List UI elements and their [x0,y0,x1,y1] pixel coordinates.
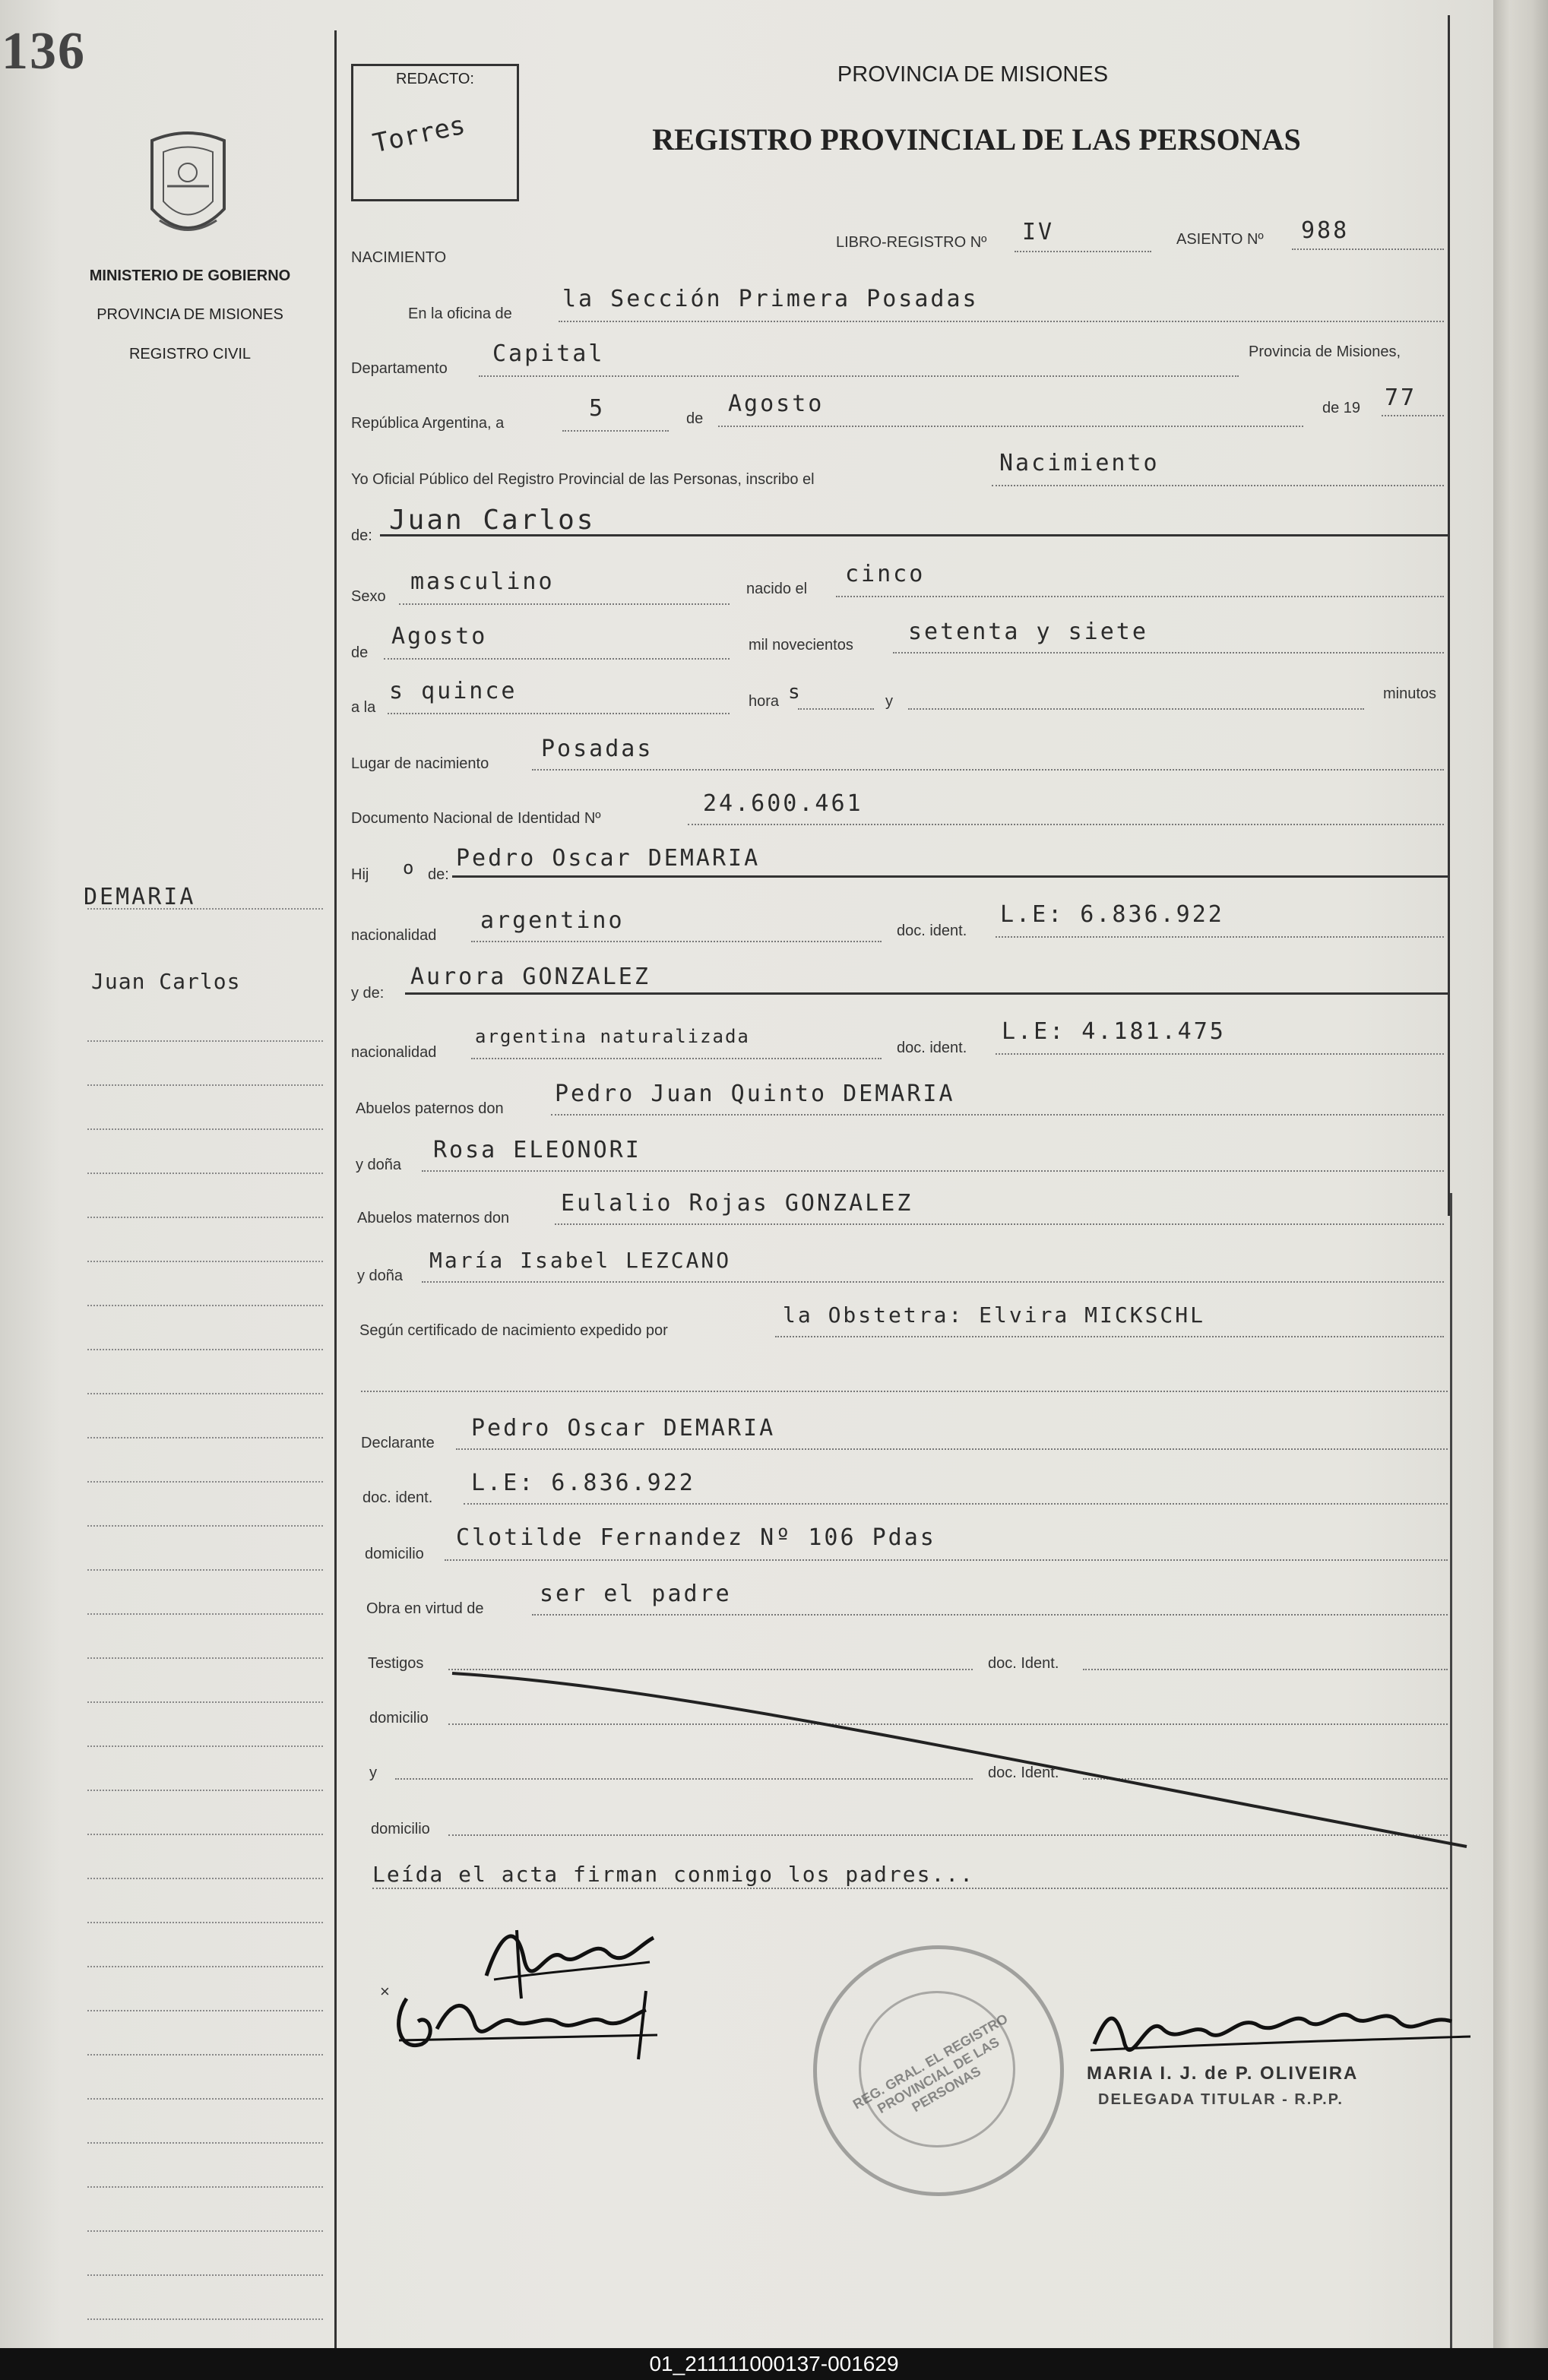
lugar-label: Lugar de nacimiento [351,755,489,772]
madre-nacionalidad-label: nacionalidad [351,1044,437,1061]
left-rule [334,30,337,2348]
hijo-label: Hij [351,866,369,883]
declarante-doc-label: doc. ident. [362,1489,433,1506]
ministry-province: PROVINCIA DE MISIONES [97,306,283,323]
obra-value: ser el padre [540,1581,732,1607]
officer-signature [1079,1991,1474,2075]
y-minutos-label: y [885,693,893,710]
header-title: REGISTRO PROVINCIAL DE LAS PERSONAS [652,122,1301,157]
nacido-label: nacido el [746,581,808,597]
abuela-materna-line [422,1281,1444,1283]
horas-label: hora [749,693,780,710]
domicilio-label: domicilio [365,1546,424,1562]
margin-given-names: Juan Carlos [91,969,241,994]
closing-text: Leída el acta firman conmigo los padres... [372,1862,975,1887]
margin-ruled-line [87,1040,323,1042]
anio-letras-line [893,652,1444,654]
padre-nacionalidad-value: argentino [480,907,625,934]
testigos-domicilio-label: domicilio [369,1710,429,1726]
nacimiento-label: NACIMIENTO [351,249,447,266]
abuelo-materno-line [555,1223,1444,1225]
padre-doc-value: L.E: 6.836.922 [1000,901,1224,928]
oficial-label: Yo Oficial Público del Registro Provincial de las Personas, inscribo el [351,471,815,488]
declarante-label: Declarante [361,1435,435,1451]
abuela-paterna-label: y doña [356,1157,402,1173]
dni-line [688,824,1444,825]
officer-name: MARIA I. J. de P. OLIVEIRA [1087,2063,1359,2084]
ministry-registry: REGISTRO CIVIL [128,346,252,362]
madre-label: y de: [351,985,385,1002]
ministry-name: MINISTERIO DE GOBIERNO [89,267,291,284]
margin-ruled-line [87,1701,323,1703]
dia-line [562,430,669,432]
mes-letras-de-label: de [351,644,369,661]
asiento-line [1292,248,1444,250]
madre-line [405,992,1448,995]
margin-ruled-line [87,1525,323,1527]
madre-doc-line [996,1053,1444,1055]
margin-ruled-line [87,1878,323,1879]
domicilio-value: Clotilde Fernandez Nº 106 Pdas [456,1524,936,1551]
abuelos-paternos-label: Abuelos paternos don [356,1100,504,1117]
obra-line [532,1614,1448,1616]
padre-nacionalidad-line [471,941,882,942]
margin-ruled-line [87,1261,323,1262]
horas-line [798,708,874,710]
madre-doc-label: doc. ident. [897,1040,967,1056]
sexo-label: Sexo [351,588,386,605]
declarante-value: Pedro Oscar DEMARIA [471,1415,776,1442]
abuelo-materno-value: Eulalio Rojas GONZALEZ [561,1190,913,1217]
abuela-materna-label: y doña [357,1268,404,1284]
stamp-text: REG. GRAL. EL REGISTRO PROVINCIAL DE LAS PERSONAS [850,2011,1011,2117]
hora-line [388,713,730,714]
certificado-line [775,1336,1444,1337]
mes-value: Agosto [728,391,825,417]
departamento-line [479,375,1239,377]
margin-surname: DEMARIA [84,884,196,910]
sexo-value: masculino [410,568,555,595]
departamento-value: Capital [492,340,605,367]
sexo-line [399,603,730,605]
abuela-paterna-value: Rosa ELEONORI [433,1137,641,1163]
hijo-suffix: o [403,857,416,878]
certificado-label: Según certificado de nacimiento expedido por [359,1322,668,1339]
margin-ruled-line [87,1305,323,1306]
libro-value: IV [1022,219,1055,245]
abuela-materna-value: María Isabel LEZCANO [429,1248,732,1273]
margin-ruled-line [87,1657,323,1659]
acto-value: Nacimiento [999,450,1160,476]
asiento-label: ASIENTO Nº [1176,231,1264,248]
testigos-label: Testigos [368,1655,424,1672]
margin-ruled-line [87,1569,323,1571]
provincia-suffix: Provincia de Misiones, [1249,343,1401,360]
nacido-value: cinco [845,561,926,587]
acto-line [992,485,1444,486]
certificado-line-2 [361,1391,1448,1392]
padre-doc-line [996,936,1444,938]
footer-id: 01_211111000137-001629 [0,2348,1548,2380]
signature-mark-icon: × [380,1982,390,2001]
testigos-y-label: y [369,1764,377,1781]
abuelos-maternos-label: Abuelos maternos don [357,1210,510,1226]
margin-ruled-line [87,1745,323,1747]
oficina-line [559,321,1444,322]
margin-ruled-line [87,1437,323,1438]
oficina-label: En la oficina de [408,305,512,322]
domicilio-line [445,1559,1448,1561]
padre-nacionalidad-label: nacionalidad [351,927,437,944]
nacido-line [836,596,1444,597]
declarante-line [456,1448,1448,1450]
dia-value: 5 [589,395,606,422]
nombre-label: de: [351,527,372,544]
anio-prefix: de 19 [1322,400,1361,416]
margin-ruled-line [87,1481,323,1483]
margin-ruled-line [87,1173,323,1174]
declarante-doc-value: L.E: 6.836.922 [471,1470,695,1496]
header-province: PROVINCIA DE MISIONES [837,62,1109,87]
redacto-value: Torres [370,109,468,160]
anio-letras-value: setenta y siete [908,619,1148,645]
madre-value: Aurora GONZALEZ [410,964,651,990]
obra-label: Obra en virtud de [366,1600,484,1617]
officer-title: DELEGADA TITULAR - R.P.P. [1098,2091,1344,2108]
hora-value: s quince [389,678,518,704]
padre-doc-label: doc. ident. [897,923,967,939]
margin-ruled-line [87,2010,323,2011]
testigos-doc2-label: doc. Ident. [988,1764,1059,1781]
nombre-value: Juan Carlos [389,505,596,536]
a-las-label: a la [351,699,376,716]
margin-ruled-line [87,908,323,910]
libro-label: LIBRO-REGISTRO Nº [836,234,987,251]
margin-ruled-line [87,2274,323,2276]
testigos-strike [448,1664,1470,1854]
departamento-label: Departamento [351,360,448,377]
asiento-value: 988 [1301,217,1350,244]
oficina-value: la Sección Primera Posadas [562,286,979,312]
margin-ruled-line [87,1834,323,1835]
anio-value: 77 [1385,385,1417,411]
abuela-paterna-line [422,1170,1444,1172]
mil-novecientos-label: mil novecientos [749,637,853,654]
margin-ruled-line [87,1922,323,1923]
abuelo-paterno-value: Pedro Juan Quinto DEMARIA [555,1081,955,1107]
page-number: 136 [2,22,86,81]
redacto-box [351,64,519,201]
mes-letras-value: Agosto [391,623,488,650]
official-stamp [813,1945,1064,2196]
margin-ruled-line [87,1128,323,1130]
margin-ruled-line [87,2186,323,2188]
margin-ruled-line [87,2318,323,2320]
coat-of-arms-icon [137,125,239,251]
margin-ruled-line [87,1217,323,1218]
horas-suffix: s [788,681,802,704]
madre-nacionalidad-line [471,1058,882,1059]
dni-label: Documento Nacional de Identidad Nº [351,810,601,827]
madre-nacionalidad-value: argentina naturalizada [475,1026,750,1047]
margin-ruled-line [87,2142,323,2144]
anio-line [1382,415,1444,416]
madre-doc-value: L.E: 4.181.475 [1002,1018,1226,1045]
margin-ruled-line [87,1613,323,1615]
closing-line [372,1888,1448,1889]
padre-de-label: de: [428,866,449,883]
libro-line [1015,251,1151,252]
republica-label: República Argentina, a [351,415,505,432]
margin-ruled-line [87,2230,323,2232]
minutos-line [908,708,1364,710]
dni-value: 24.600.461 [703,790,863,817]
testigos-domicilio2-label: domicilio [371,1821,430,1837]
padre-line [452,875,1448,878]
margin-ruled-line [87,2054,323,2056]
testigos-doc-label: doc. Ident. [988,1655,1059,1672]
padre-value: Pedro Oscar DEMARIA [456,845,761,872]
mes-letras-line [384,658,730,660]
redacto-label: REDACTO: [396,71,474,87]
margin-ruled-line [87,1393,323,1394]
book-edge [1493,0,1548,2348]
margin-ruled-line [87,1966,323,1967]
minutos-label: minutos [1383,685,1437,702]
declarante-doc-line [464,1503,1448,1505]
margin-ruled-line [87,2098,323,2100]
mes-line [718,426,1303,427]
madre-signature [384,1968,673,2067]
lugar-line [532,769,1444,771]
margin-ruled-line [87,1790,323,1791]
right-rule-upper [1448,15,1450,1216]
lugar-value: Posadas [541,736,654,762]
mes-de-label: de [686,410,704,427]
margin-ruled-line [87,1084,323,1086]
certificado-value: la Obstetra: Elvira MICKSCHL [783,1302,1206,1328]
margin-ruled-line [87,1349,323,1350]
abuelo-paterno-line [551,1114,1444,1116]
